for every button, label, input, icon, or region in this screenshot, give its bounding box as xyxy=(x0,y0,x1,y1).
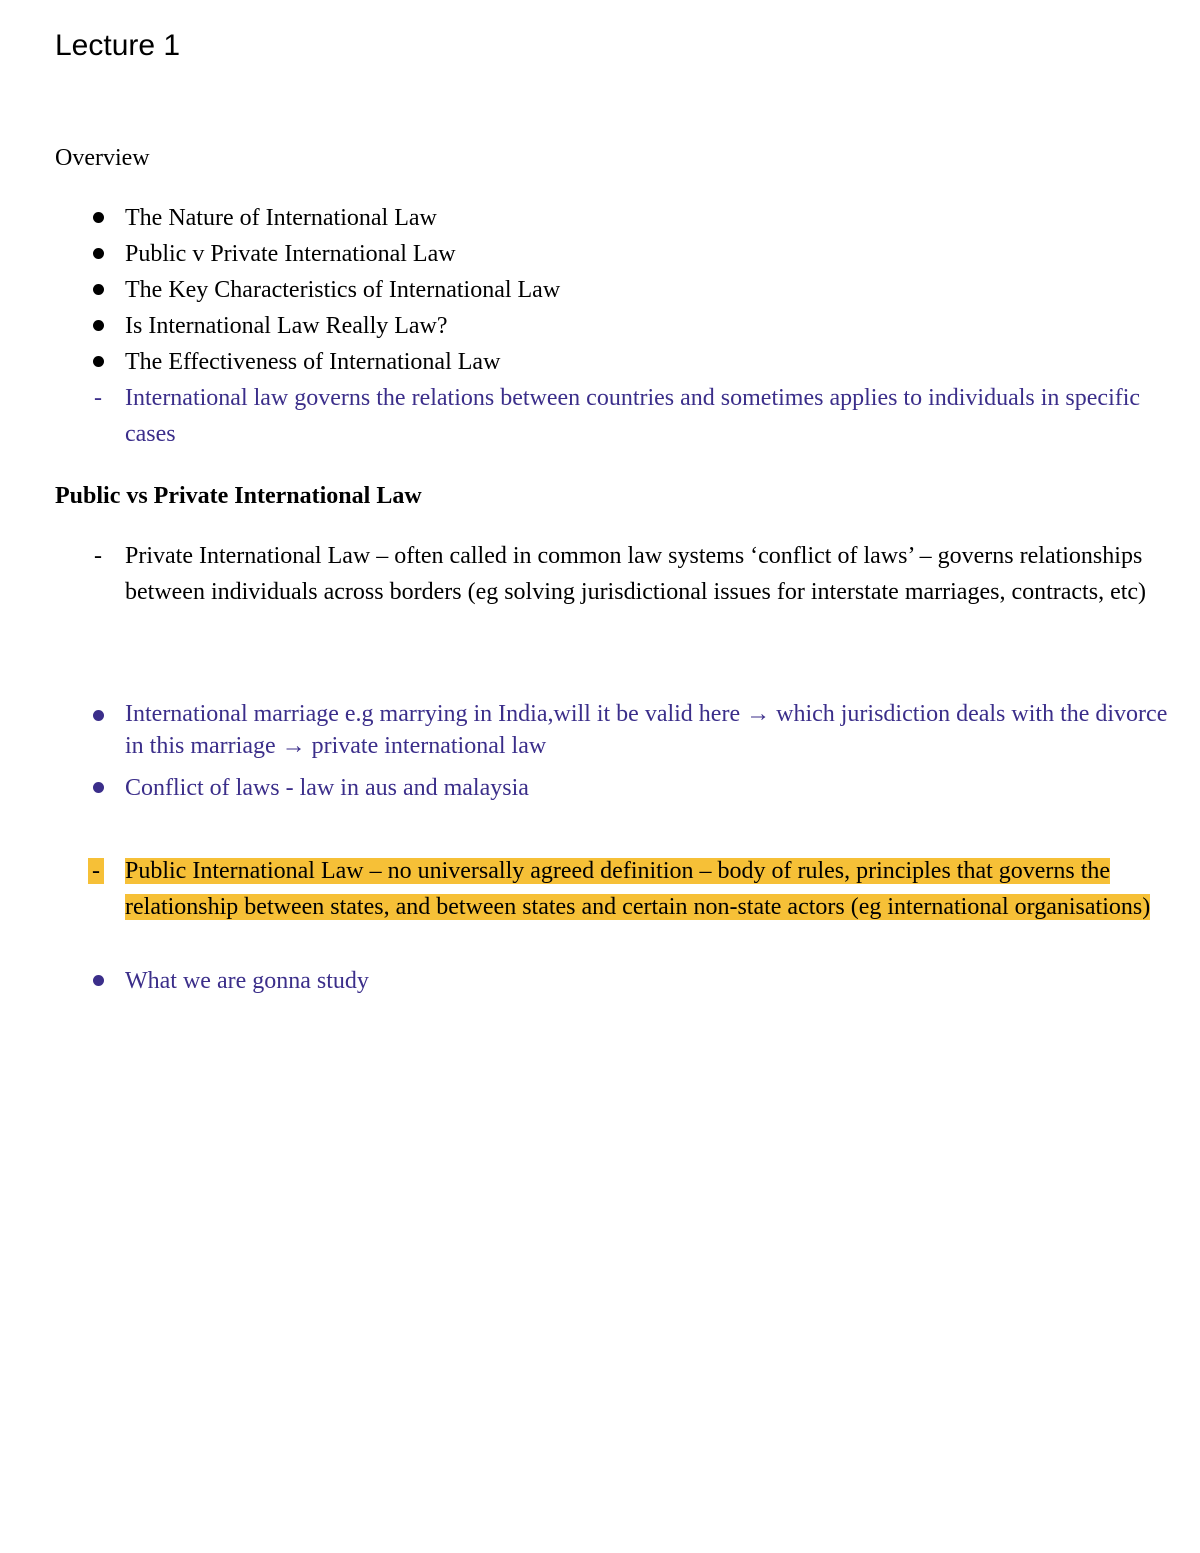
list-item xyxy=(0,853,1200,925)
private-notes xyxy=(0,698,1200,806)
page-title: Lecture 1 xyxy=(55,29,181,62)
public-definition xyxy=(0,853,1200,925)
dash-marker-icon: - xyxy=(94,385,102,411)
dash-marker-icon: - xyxy=(94,543,102,569)
list-item: Conflict of laws - law in aus and malaysia xyxy=(0,770,1200,806)
list-item: Is International Law Really Law? xyxy=(0,308,1200,344)
bullet-dot-icon xyxy=(88,272,108,308)
list-item: The Key Characteristics of International Law xyxy=(0,272,1200,308)
overview-note: - International law governs the relations between countries and sometimes applies to individuals in specific cases xyxy=(0,380,1200,452)
dash-marker-icon: - xyxy=(86,853,106,889)
list-item: International marriage e.g marrying in India,will it be valid here → which jurisdiction deals with the divorce in this marriage → private international law xyxy=(0,698,1200,762)
bullet-dot-icon xyxy=(88,963,108,999)
list-item: Public v Private International Law xyxy=(0,236,1200,272)
list-item: The Nature of International Law xyxy=(0,200,1200,236)
bullet-dot-icon xyxy=(88,698,108,734)
bullet-dot-icon xyxy=(88,770,108,806)
list-item: The Effectiveness of International Law xyxy=(0,344,1200,380)
public-note xyxy=(0,963,1200,999)
bullet-dot-icon xyxy=(88,308,108,344)
private-definition xyxy=(0,538,1200,610)
bullet-dot-icon xyxy=(88,344,108,380)
bullet-dot-icon xyxy=(88,236,108,272)
bullet-dot-icon xyxy=(88,200,108,236)
list-item: What we are gonna study xyxy=(0,963,1200,999)
overview-label: Overview xyxy=(55,145,150,171)
overview-list xyxy=(0,200,1200,452)
list-item: - Private International Law – often called in common law systems ‘conflict of laws’ – governs relationships between individuals across borders (eg solving jurisdictional issues for interstate marriages, contracts, etc) xyxy=(0,538,1200,610)
section-heading: Public vs Private International Law xyxy=(55,483,422,509)
highlighted-text: Public International Law – no universally agreed definition – body of rules, principles that governs the relationship between states, and between states and certain non-state actors (eg international organisations) xyxy=(125,858,1151,920)
